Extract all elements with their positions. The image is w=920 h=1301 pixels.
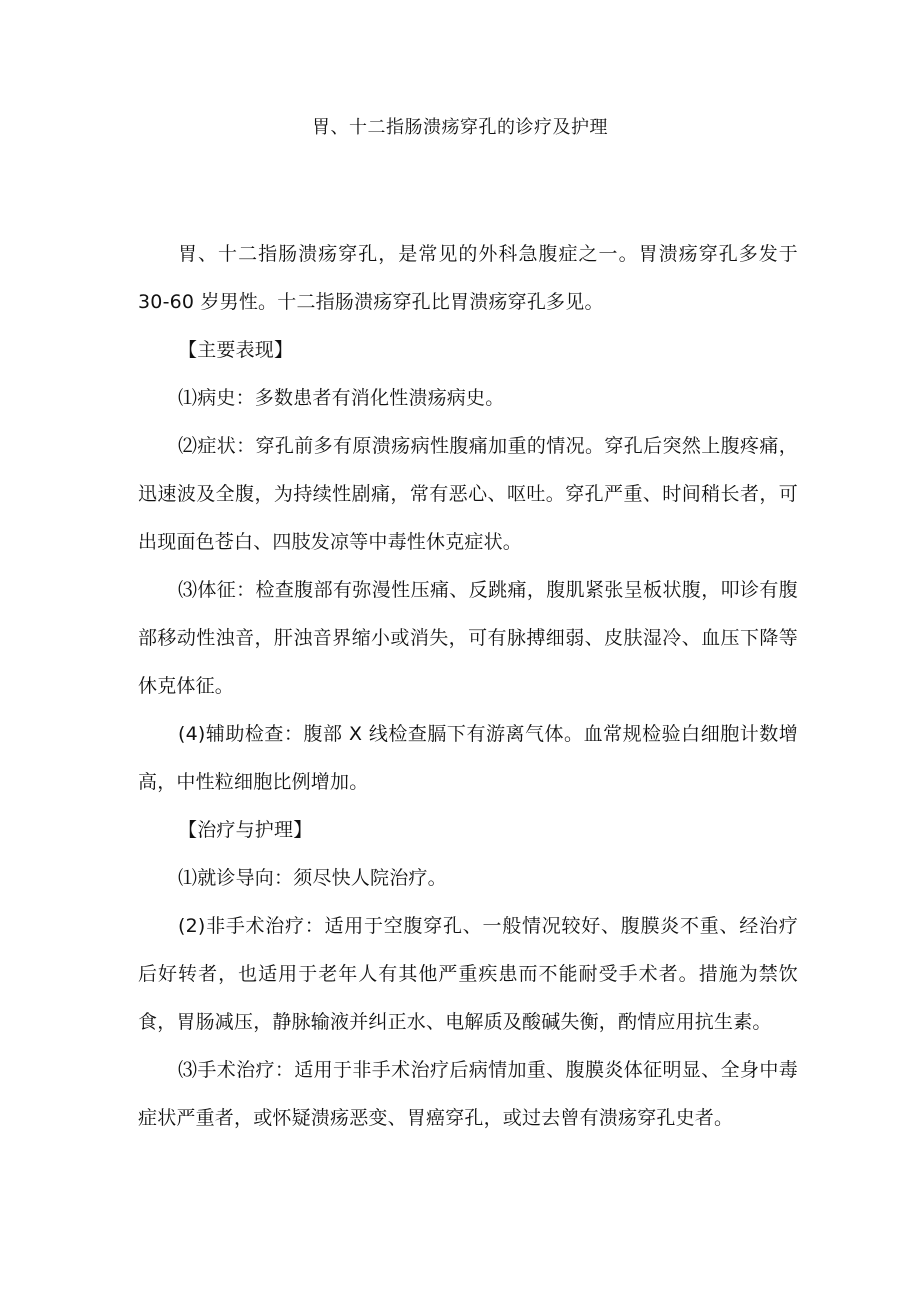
symptoms-paragraph: ⑵症状：穿孔前多有原溃疡病性腹痛加重的情况。穿孔后突然上腹疼痛，迅速波及全腹，为持续性剧痛，常有恶心、呕吐。穿孔严重、时间稍长者，可出现面色苍白、四肢发凉等中毒性休克症状。 (138, 435, 798, 553)
document-title: 胃、十二指肠溃疡穿孔的诊疗及护理 (312, 117, 608, 138)
document-body (138, 230, 798, 1142)
surgical-paragraph: ⑶手术治疗：适用于非手术治疗后病情加重、腹膜炎体征明显、全身中毒症状严重者，或怀疑溃疡恶变、胃癌穿孔，或过去曾有溃疡穿孔史者。 (138, 1059, 798, 1129)
intro-paragraph: 胃、十二指肠溃疡穿孔，是常见的外科急腹症之一。胃溃疡穿孔多发于 30-60 岁男性。十二指肠溃疡穿孔比胃溃疡穿孔多见。 (138, 243, 798, 313)
signs-paragraph: ⑶体征：检查腹部有弥漫性压痛、反跳痛，腹肌紧张呈板状腹，叩诊有腹部移动性浊音，肝浊音界缩小或消失，可有脉搏细弱、皮肤湿冷、血压下降等休克体征。 (138, 579, 798, 697)
guidance-paragraph: ⑴就诊导向：须尽快人院治疗。 (178, 867, 447, 889)
section-heading-main-manifestations: 【主要表现】 (178, 339, 294, 361)
history-paragraph: ⑴病史：多数患者有消化性溃疡病史。 (178, 387, 505, 409)
section-heading-treatment: 【治疗与护理】 (178, 819, 313, 841)
auxiliary-exam-paragraph: (4)辅助检查：腹部 X 线检查膈下有游离气体。血常规检验白细胞计数增高，中性粒细胞比例增加。 (138, 723, 798, 793)
non-surgical-paragraph: (2)非手术治疗：适用于空腹穿孔、一般情况较好、腹膜炎不重、经治疗后好转者，也适用于老年人有其他严重疾患而不能耐受手术者。措施为禁饮食，胃肠减压，静脉输液并纠正水、电解质及酸碱失衡，酌情应用抗生素。 (138, 915, 798, 1033)
